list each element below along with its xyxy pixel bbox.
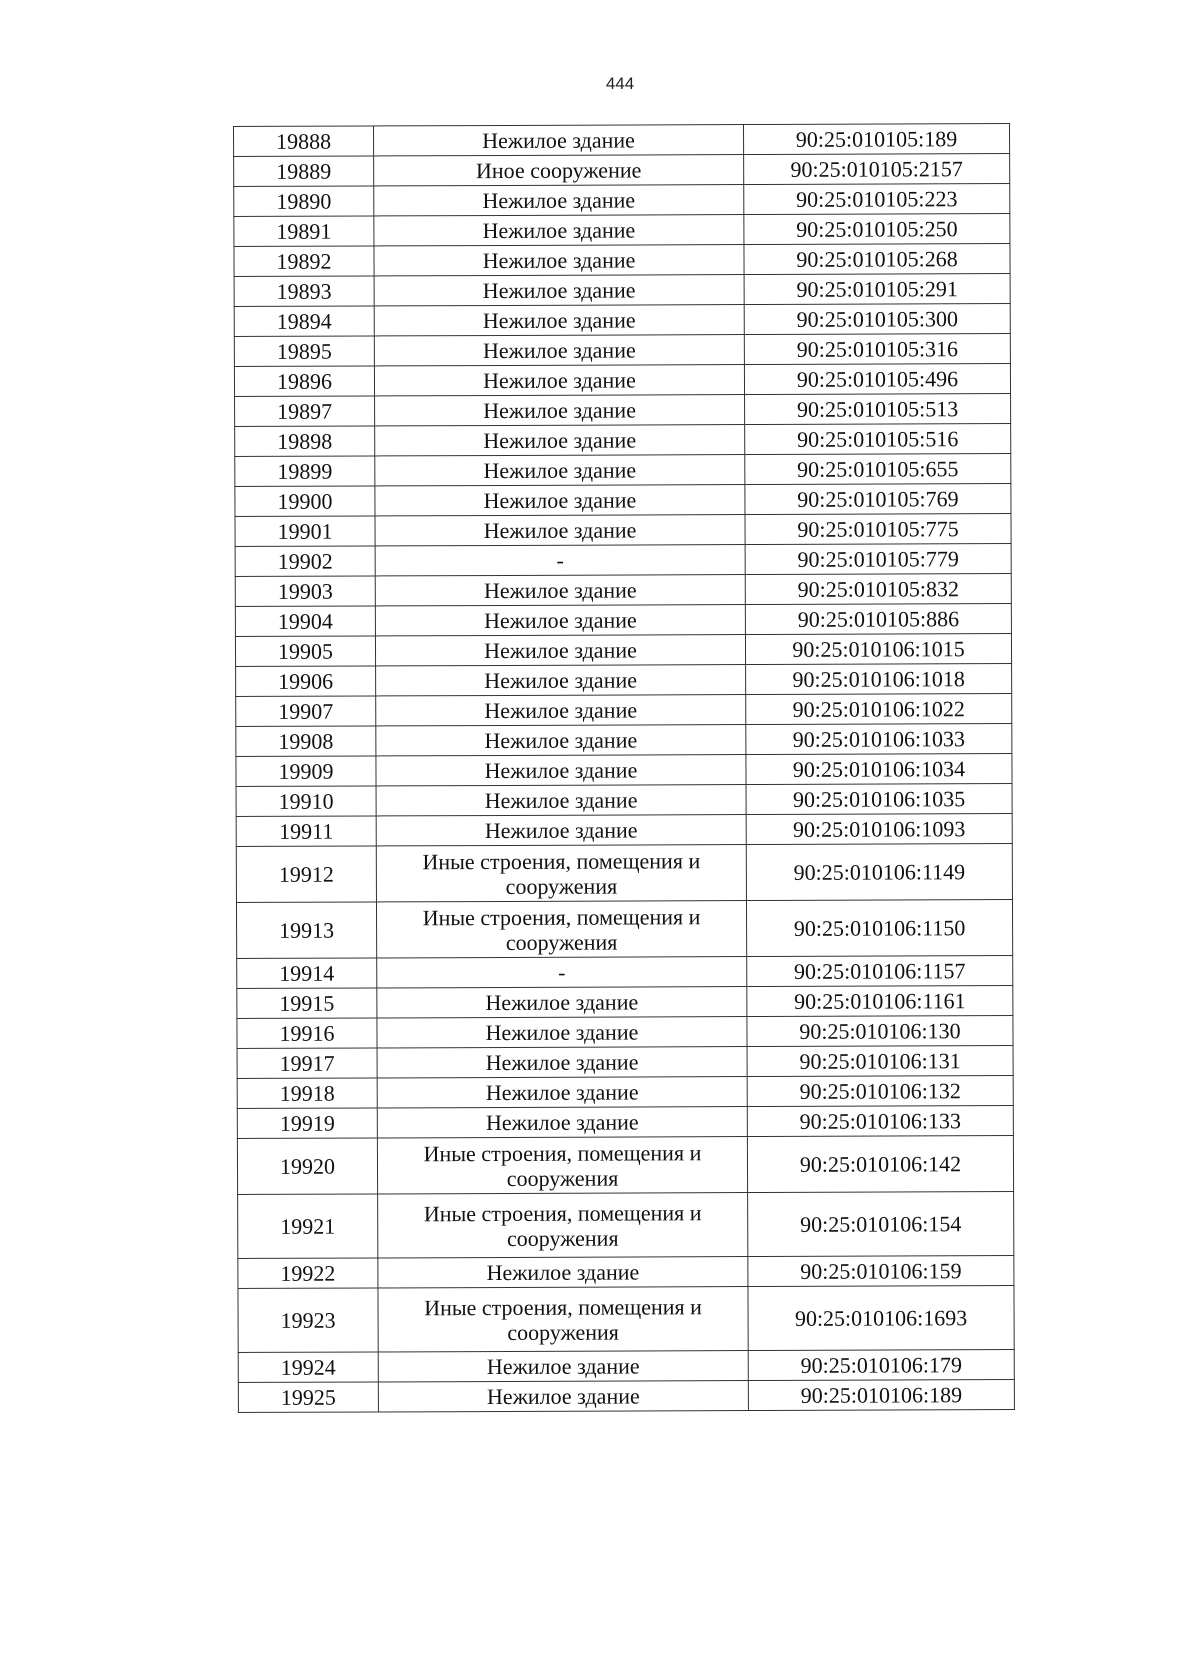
row-number-cell: 19895 [234,336,374,367]
row-number-cell: 19911 [236,816,376,847]
object-type-cell: Нежилое здание [377,1017,747,1048]
row-number-cell: 19923 [238,1288,378,1353]
table-row [238,1350,1014,1383]
object-type-cell: Нежилое здание [374,125,744,156]
table-row [235,634,1011,667]
row-number-cell: 19889 [234,156,374,187]
object-type-cell: Нежилое здание [376,695,746,726]
cadastral-number-cell: 90:25:010106:179 [748,1350,1014,1381]
cadastral-number-cell: 90:25:010106:1161 [747,986,1013,1017]
object-type-cell: Нежилое здание [378,1351,748,1382]
cadastral-number-cell: 90:25:010105:250 [744,214,1010,245]
table-row [238,1380,1014,1413]
table-row [234,154,1010,187]
cadastral-number-cell: 90:25:010105:832 [745,574,1011,605]
object-type-cell: Нежилое здание [374,185,744,216]
cadastral-number-cell: 90:25:010106:1015 [745,634,1011,665]
table-row [235,574,1011,607]
cadastral-number-cell: 90:25:010105:769 [745,484,1011,515]
cadastral-number-cell: 90:25:010106:159 [748,1256,1014,1287]
table-row [234,304,1010,337]
row-number-cell: 19899 [235,456,375,487]
row-number-cell: 19912 [236,846,376,903]
cadastral-number-cell: 90:25:010105:779 [745,544,1011,575]
row-number-cell: 19913 [236,902,376,959]
table-row [234,334,1010,367]
table-row [237,1076,1013,1109]
row-number-cell: 19897 [235,396,375,427]
object-type-cell: Нежилое здание [375,485,745,516]
row-number-cell: 19922 [238,1258,378,1289]
table-row [237,1046,1013,1079]
cadastral-number-cell: 90:25:010106:1093 [746,814,1012,845]
object-type-cell: Иные строения, помещения и сооружения [378,1287,748,1352]
table-row [236,814,1012,847]
object-type-cell: Нежилое здание [376,725,746,756]
table-row [235,454,1011,487]
table-row [234,214,1010,247]
table-row [237,956,1013,989]
table-row [237,1016,1013,1049]
cadastral-number-cell: 90:25:010106:1035 [746,784,1012,815]
object-type-cell: Иные строения, помещения и сооружения [377,1137,747,1194]
row-number-cell: 19909 [236,756,376,787]
cadastral-number-cell: 90:25:010105:2157 [744,154,1010,185]
cadastral-number-cell: 90:25:010106:1150 [746,900,1012,957]
table-row [235,544,1011,577]
row-number-cell: 19900 [235,486,375,517]
property-table-body [234,124,1015,1413]
table-row [237,986,1013,1019]
table-row [235,484,1011,517]
row-number-cell: 19925 [238,1382,378,1413]
table-row [238,1192,1014,1259]
table-row [234,184,1010,217]
cadastral-number-cell: 90:25:010105:316 [744,334,1010,365]
row-number-cell: 19888 [234,126,374,157]
object-type-cell: Иные строения, помещения и сооружения [376,845,746,902]
row-number-cell: 19905 [235,636,375,667]
table-row [234,364,1010,397]
table-row [236,664,1012,697]
object-type-cell: Нежилое здание [377,1077,747,1108]
property-table [233,123,1015,1413]
table-row [237,1106,1013,1139]
object-type-cell: Нежилое здание [375,515,745,546]
cadastral-number-cell: 90:25:010106:1149 [746,844,1012,901]
row-number-cell: 19914 [237,958,377,989]
object-type-cell: Нежилое здание [374,215,744,246]
table-row [235,604,1011,637]
object-type-cell: Иные строения, помещения и сооружения [378,1193,748,1258]
row-number-cell: 19903 [235,576,375,607]
object-type-cell: Нежилое здание [376,665,746,696]
object-type-cell: Нежилое здание [377,987,747,1018]
object-type-cell: Нежилое здание [377,1107,747,1138]
object-type-cell: Нежилое здание [374,305,744,336]
object-type-cell: Нежилое здание [378,1257,748,1288]
row-number-cell: 19896 [234,366,374,397]
property-table-container [233,126,1009,1413]
object-type-cell: Нежилое здание [374,335,744,366]
object-type-cell: - [377,957,747,988]
object-type-cell: Нежилое здание [377,1047,747,1078]
object-type-cell: Нежилое здание [374,365,744,396]
cadastral-number-cell: 90:25:010106:1018 [746,664,1012,695]
object-type-cell: Нежилое здание [375,395,745,426]
cadastral-number-cell: 90:25:010106:1693 [748,1286,1014,1351]
cadastral-number-cell: 90:25:010105:223 [744,184,1010,215]
object-type-cell: Нежилое здание [375,575,745,606]
table-row [236,900,1012,959]
cadastral-number-cell: 90:25:010105:189 [743,124,1009,155]
table-row [235,394,1011,427]
row-number-cell: 19906 [236,666,376,697]
table-row [235,424,1011,457]
cadastral-number-cell: 90:25:010106:1157 [747,956,1013,987]
cadastral-number-cell: 90:25:010106:154 [748,1192,1014,1257]
object-type-cell: Нежилое здание [375,455,745,486]
cadastral-number-cell: 90:25:010105:513 [745,394,1011,425]
row-number-cell: 19901 [235,516,375,547]
row-number-cell: 19904 [235,606,375,637]
cadastral-number-cell: 90:25:010106:142 [747,1136,1013,1193]
table-row [236,844,1012,903]
cadastral-number-cell: 90:25:010105:496 [744,364,1010,395]
cadastral-number-cell: 90:25:010106:189 [748,1380,1014,1411]
table-row [234,124,1010,157]
object-type-cell: Нежилое здание [378,1381,748,1412]
cadastral-number-cell: 90:25:010106:1034 [746,754,1012,785]
table-row [234,244,1010,277]
object-type-cell: Иные строения, помещения и сооружения [376,901,746,958]
table-row [237,1136,1013,1195]
object-type-cell: Нежилое здание [376,755,746,786]
object-type-cell: Нежилое здание [376,815,746,846]
cadastral-number-cell: 90:25:010105:655 [745,454,1011,485]
table-row [236,754,1012,787]
object-type-cell: Нежилое здание [375,635,745,666]
object-type-cell: Нежилое здание [375,425,745,456]
row-number-cell: 19892 [234,246,374,277]
row-number-cell: 19919 [237,1108,377,1139]
row-number-cell: 19891 [234,216,374,247]
table-row [235,514,1011,547]
cadastral-number-cell: 90:25:010105:300 [744,304,1010,335]
object-type-cell: Иное сооружение [374,155,744,186]
table-row [236,694,1012,727]
page-number: 444 [605,74,635,93]
cadastral-number-cell: 90:25:010105:886 [745,604,1011,635]
row-number-cell: 19915 [237,988,377,1019]
row-number-cell: 19910 [236,786,376,817]
table-row [236,724,1012,757]
object-type-cell: Нежилое здание [374,275,744,306]
table-row [238,1256,1014,1289]
row-number-cell: 19924 [238,1352,378,1383]
cadastral-number-cell: 90:25:010106:1033 [746,724,1012,755]
row-number-cell: 19898 [235,426,375,457]
cadastral-number-cell: 90:25:010105:516 [745,424,1011,455]
cadastral-number-cell: 90:25:010106:132 [747,1076,1013,1107]
cadastral-number-cell: 90:25:010106:131 [747,1046,1013,1077]
object-type-cell: Нежилое здание [376,785,746,816]
table-row [238,1286,1014,1353]
table-row [236,784,1012,817]
row-number-cell: 19907 [236,696,376,727]
row-number-cell: 19916 [237,1018,377,1049]
cadastral-number-cell: 90:25:010105:268 [744,244,1010,275]
cadastral-number-cell: 90:25:010105:775 [745,514,1011,545]
object-type-cell: Нежилое здание [375,605,745,636]
row-number-cell: 19918 [237,1078,377,1109]
cadastral-number-cell: 90:25:010106:130 [747,1016,1013,1047]
cadastral-number-cell: 90:25:010106:1022 [746,694,1012,725]
object-type-cell: Нежилое здание [374,245,744,276]
row-number-cell: 19908 [236,726,376,757]
row-number-cell: 19917 [237,1048,377,1079]
cadastral-number-cell: 90:25:010105:291 [744,274,1010,305]
table-row [234,274,1010,307]
row-number-cell: 19890 [234,186,374,217]
row-number-cell: 19894 [234,306,374,337]
row-number-cell: 19920 [237,1138,377,1195]
object-type-cell: - [375,545,745,576]
row-number-cell: 19893 [234,276,374,307]
row-number-cell: 19921 [238,1194,378,1259]
cadastral-number-cell: 90:25:010106:133 [747,1106,1013,1137]
row-number-cell: 19902 [235,546,375,577]
